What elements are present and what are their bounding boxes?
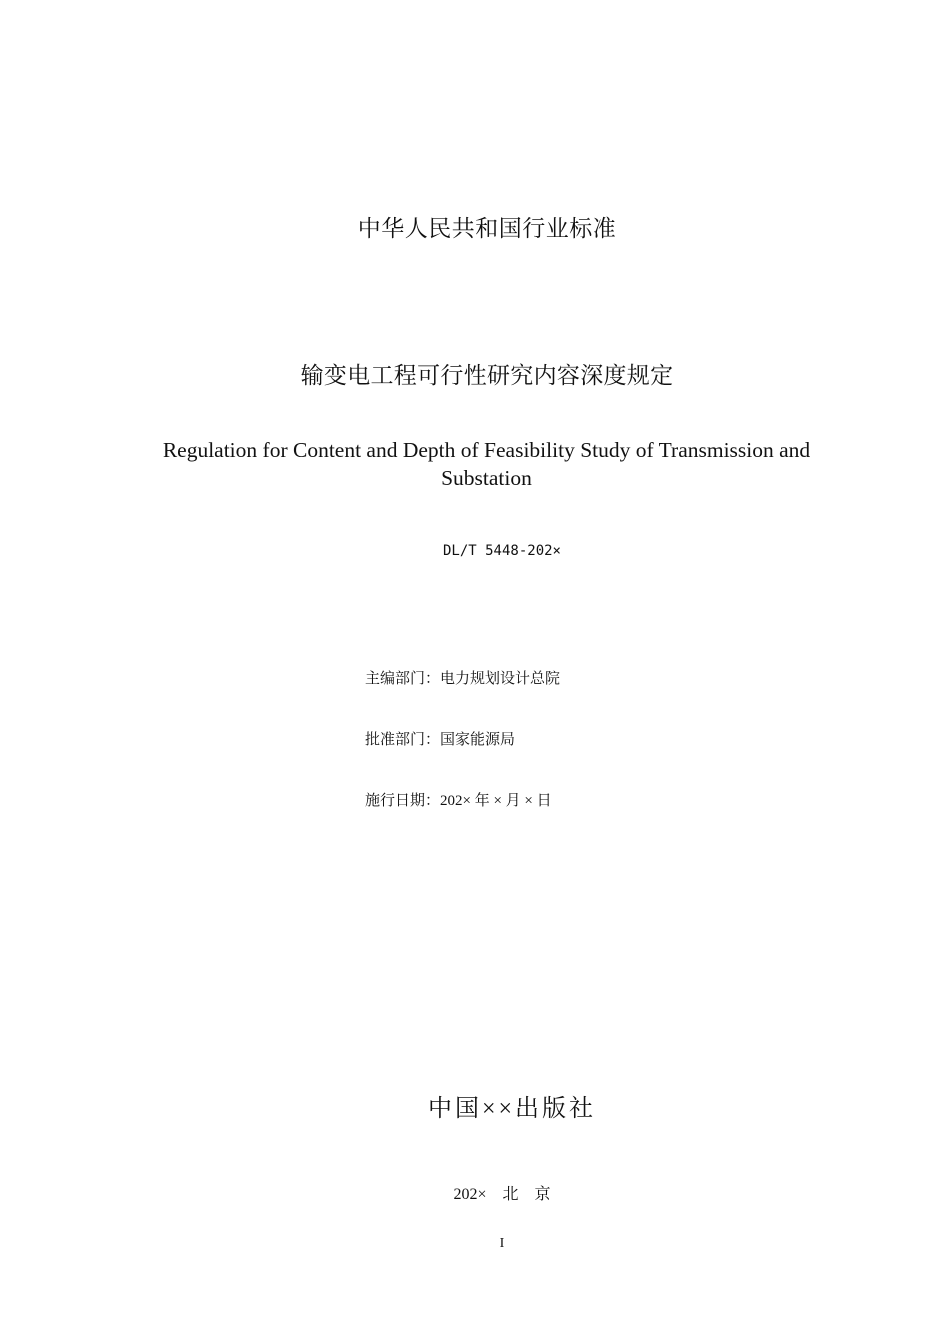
editor-label: 主编部门： (365, 671, 441, 687)
approver-value: 国家能源局 (440, 732, 516, 748)
date-value: 202× 年 × 月 × 日 (440, 793, 552, 809)
publish-year-place: 202× 北 京 (453, 1186, 551, 1203)
publisher-name: 中国××出版社 (427, 1096, 597, 1122)
document-title-chinese: 输变电工程可行性研究内容深度规定 (300, 363, 674, 389)
standard-type-heading: 中华人民共和国行业标准 (357, 216, 617, 242)
page-number: I (499, 1236, 505, 1251)
document-title-english: Regulation for Content and Depth of Feasibility Study of Transmission and Substation (162, 438, 811, 490)
info-row-effective-date (365, 789, 552, 810)
approver-label: 批准部门： (365, 732, 441, 748)
editor-value: 电力规划设计总院 (440, 671, 561, 687)
date-label: 施行日期： (365, 793, 441, 809)
info-row-approver (365, 728, 515, 749)
info-row-editor (365, 667, 560, 688)
standard-code: DL/T 5448-202× (442, 543, 561, 559)
